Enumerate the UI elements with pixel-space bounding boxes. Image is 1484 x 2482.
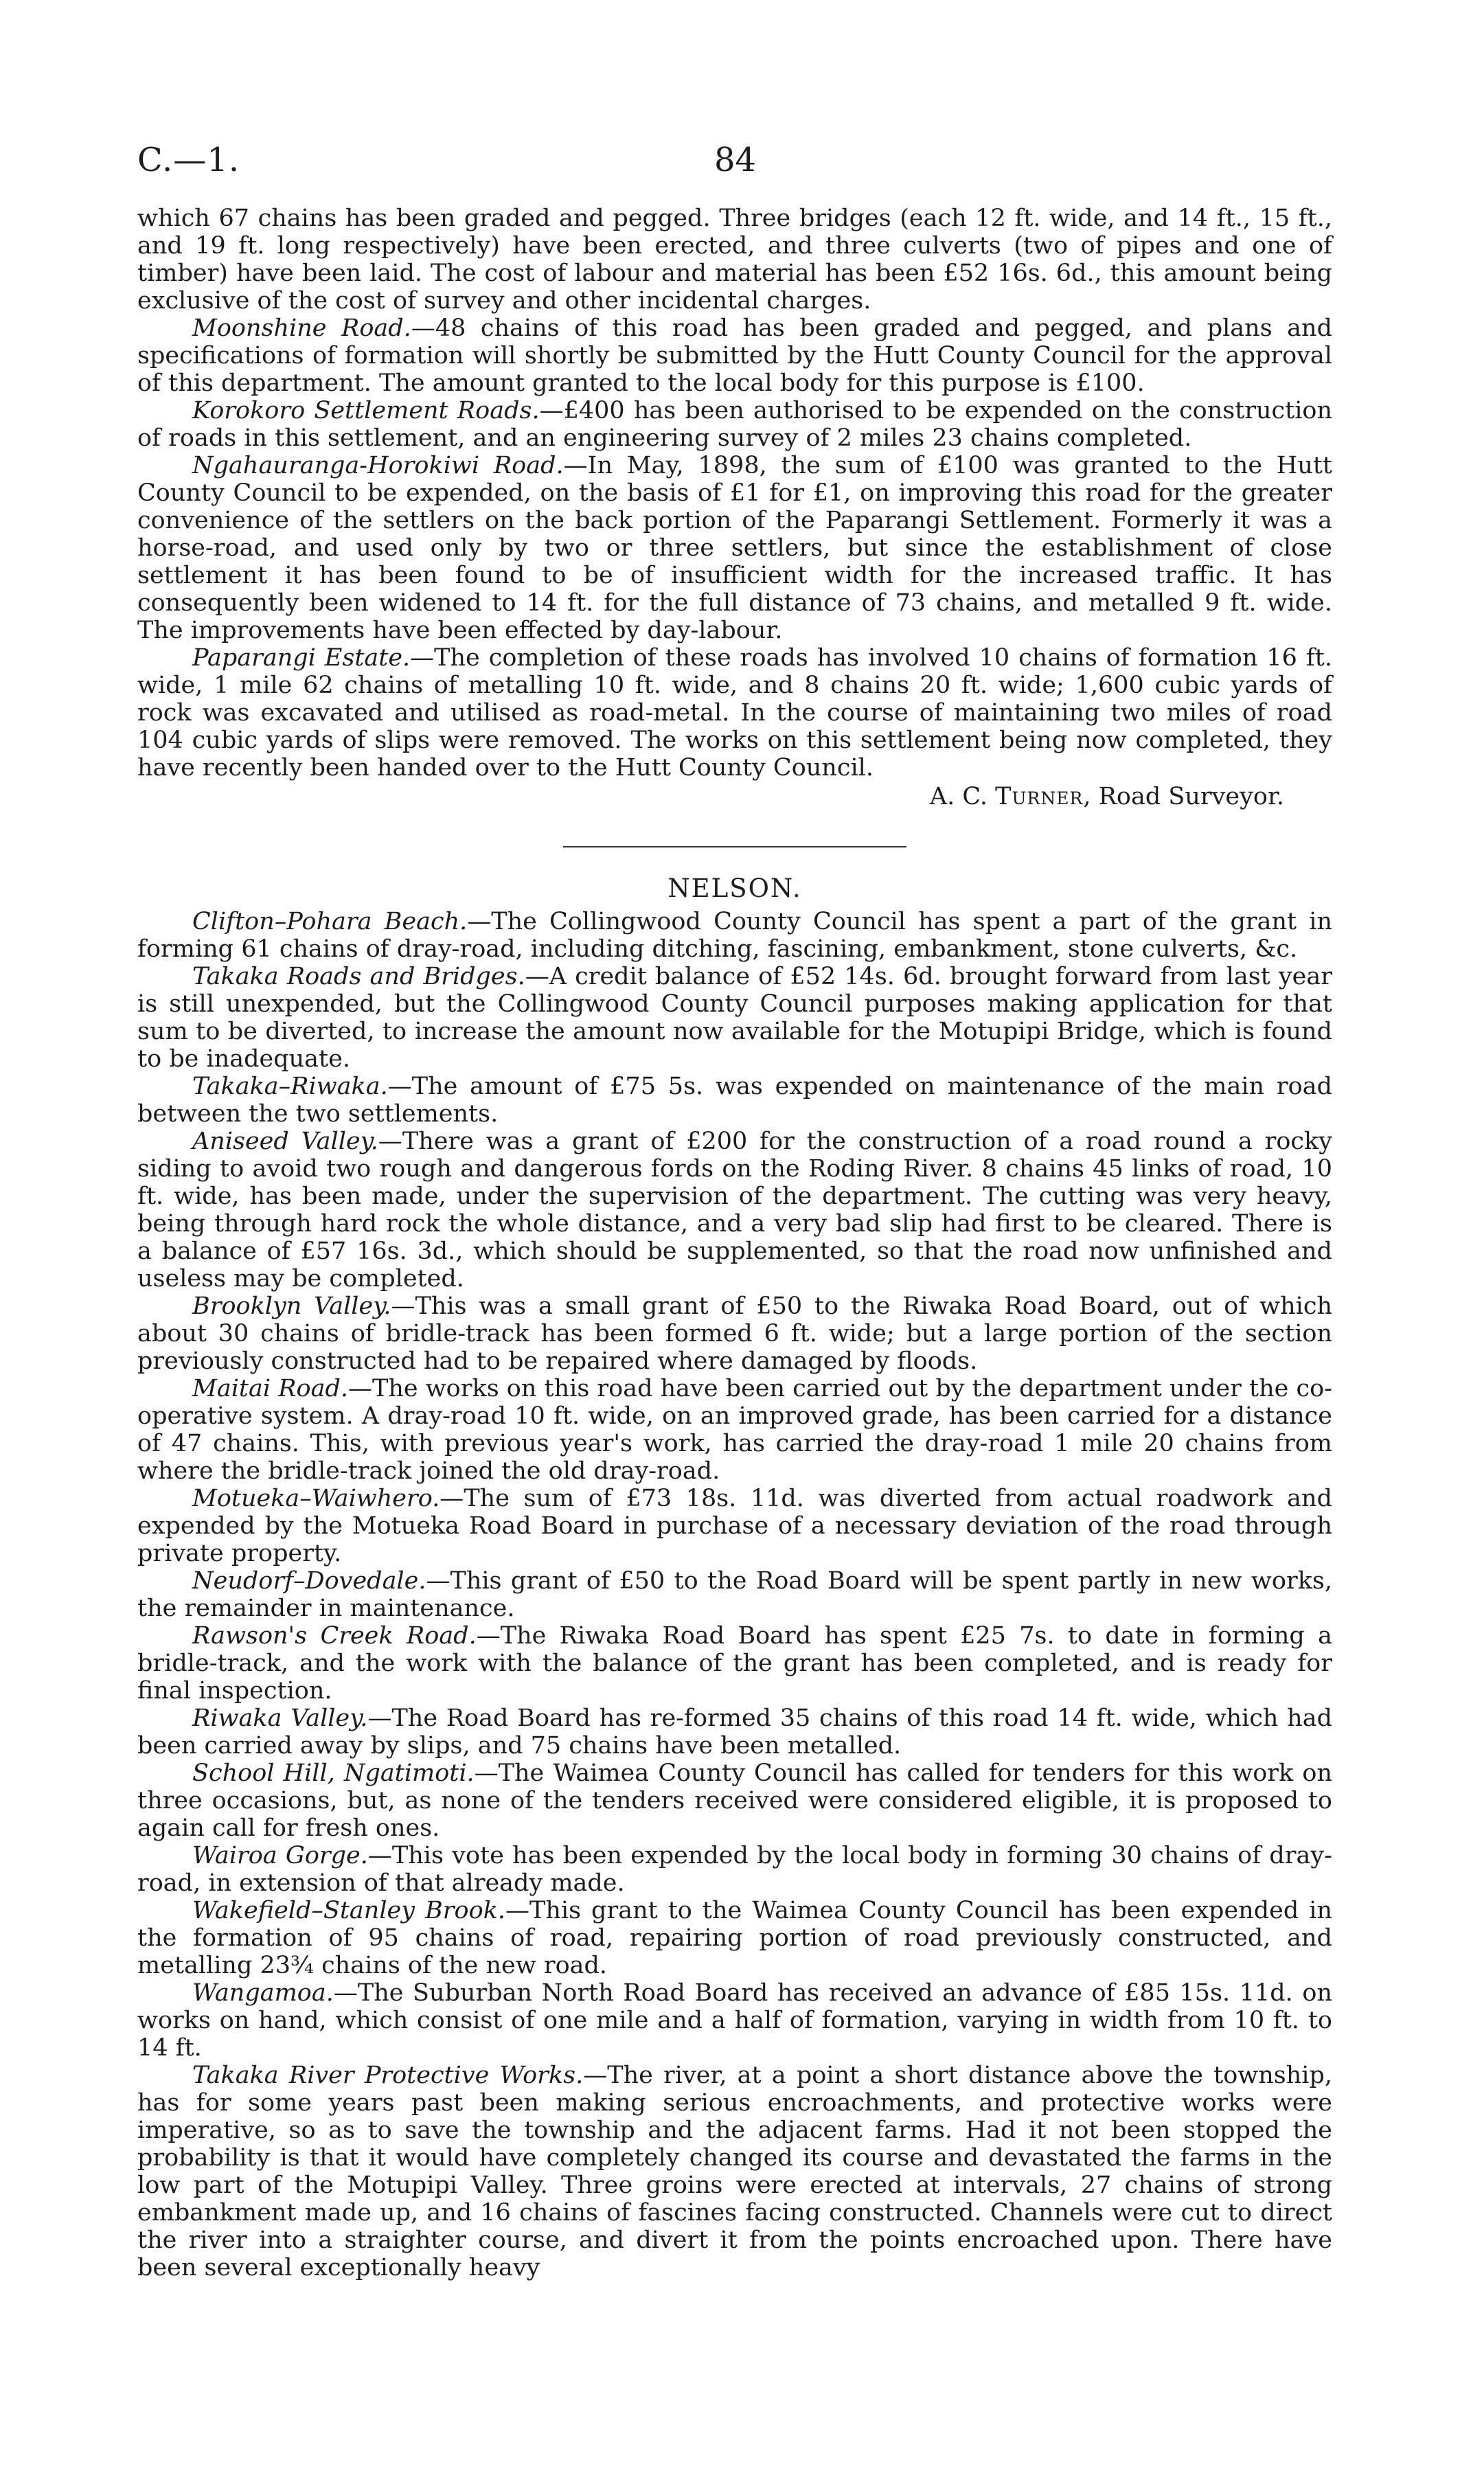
- page-number: 84: [714, 141, 757, 179]
- paragraph-moonshine-road: [137, 315, 1332, 397]
- continued-paragraph: which 67 chains has been graded and pegged. Three bridges (each 12 ft. wide, and 14 ft., 15 ft., and 19 ft. long respectively) have been erected, and three culverts (two of pipes and one of timber) have been laid. The cost of labour and material has been £52 16s. 6d., this amount being exclusive of the cost of survey and other incidental charges.: [137, 205, 1332, 315]
- signature-name: Turner: [995, 783, 1084, 810]
- paragraph-title: Wairoa Gorge.: [192, 1842, 368, 1869]
- paragraph-text: —This grant of £50 to the Road Board will be spent partly in new works, the remainder in maintenance.: [137, 1567, 1332, 1622]
- paragraph-takaka-river-protective-works: [137, 2062, 1332, 2281]
- paragraph-text: —A credit balance of £52 14s. 6d. brought forward from last year is still unexpended, but the Collingwood County Council purposes making application for that sum to be diverted, to increase the amount now available for the Motupipi Bridge, which is found to be inadequate.: [137, 963, 1332, 1073]
- paragraph-text: —48 chains of this road has been graded and pegged, and plans and specifications of formation will shortly be submitted by the Hutt County Council for the approval of this department. The amount granted to the local body for this purpose is £100.: [137, 315, 1332, 397]
- paragraph-text: —This vote has been expended by the local body in forming 30 chains of dray-road, in extension of that already made.: [137, 1842, 1332, 1897]
- paragraph-title: Moonshine Road.: [192, 315, 411, 342]
- paragraph-rawsons-creek-road: [137, 1622, 1332, 1705]
- paragraph-text: —This grant to the Waimea County Council has been expended in the formation of 95 chains of road, repairing portion of road previously constructed, and metalling 23¾ chains of the new road.: [137, 1897, 1333, 1979]
- paragraph-text: —The Road Board has re-formed 35 chains of this road 14 ft. wide, which had been carried away by slips, and 75 chains have been metalled.: [137, 1705, 1332, 1760]
- document-code: C.—1.: [137, 141, 240, 179]
- paragraph-text: —This was a small grant of £50 to the Riwaka Road Board, out of which about 30 chains of bridle-track has been formed 6 ft. wide; but a large portion of the section previously constructed had to be repaired where damaged by floods.: [137, 1293, 1333, 1375]
- paragraph-title: Maitai Road.: [192, 1375, 348, 1402]
- paragraph-title: Aniseed Valley.: [192, 1128, 378, 1155]
- paragraph-maitai-road: [137, 1375, 1332, 1485]
- paragraph-text: —The completion of these roads has involved 10 chains of formation 16 ft. wide, 1 mile 62 chains of metalling 10 ft. wide, and 8 chains 20 ft. wide; 1,600 cubic yards of rock was excavated and utilised as road-metal. In the course of maintaining two miles of road 104 cubic yards of slips were removed. The works on this settlement being now completed, they have recently been handed over to the Hutt County Council.: [137, 644, 1332, 782]
- paragraph-title: Brooklyn Valley.: [192, 1293, 391, 1320]
- paragraph-aniseed-valley: [137, 1128, 1332, 1293]
- paragraph-riwaka-valley: [137, 1705, 1332, 1760]
- paragraph-text: —The sum of £73 18s. 11d. was diverted from actual roadwork and expended by the Motueka Road Board in purchase of a necessary deviation of the road through private property.: [137, 1485, 1332, 1567]
- paragraph-title: Wangamoa.: [192, 1979, 334, 2007]
- paragraph-text: —The Riwaka Road Board has spent £25 7s. to date in forming a bridle-track, and the work with the balance of the grant has been completed, and is ready for final inspection.: [137, 1622, 1332, 1705]
- paragraph-text: —The Suburban North Road Board has received an advance of £85 15s. 11d. on works on hand, which consist of one mile and a half of formation, varying in width from 10 ft. to 14 ft.: [137, 1979, 1332, 2062]
- paragraph-text: —In May, 1898, the sum of £100 was granted to the Hutt County Council to be expended, on the basis of £1 for £1, on improving this road for the greater convenience of the settlers on the back portion of the Paparangi Settlement. Formerly it was a horse-road, and used only by two or three settlers, but since the establishment of close settlement it has been found to be of insufficient width for the increased traffic. It has consequently been widened to 14 ft. for the full distance of 73 chains, and metalled 9 ft. wide. The improvements have been effected by day-labour.: [137, 452, 1333, 644]
- paragraph-takaka-roads-and-bridges: [137, 963, 1332, 1073]
- paragraph-title: Takaka Roads and Bridges.: [192, 963, 525, 990]
- paragraph-wakefield-stanley-brook: [137, 1897, 1332, 1979]
- signature-initials: A. C.: [929, 783, 988, 810]
- paragraph-title: Takaka River Protective Works.: [192, 2062, 584, 2089]
- paragraph-ngahauranga-horokiwi-road: [137, 452, 1332, 644]
- paragraph-motueka-waiwhero: [137, 1485, 1332, 1567]
- paragraph-title: Ngahauranga-Horokiwi Road.: [192, 452, 564, 479]
- signature-line: [137, 783, 1332, 810]
- paragraph-title: Riwaka Valley.: [192, 1705, 368, 1732]
- paragraph-title: School Hill, Ngatimoti.: [192, 1760, 475, 1787]
- paragraph-title: Korokoro Settlement Roads.: [192, 397, 540, 424]
- section-divider: [563, 846, 906, 847]
- paragraph-wangamoa: [137, 1979, 1332, 2062]
- paragraph-takaka-riwaka: [137, 1073, 1332, 1128]
- paragraph-title: Rawson's Creek Road.: [192, 1622, 477, 1650]
- paragraph-text: —£400 has been authorised to be expended on the construction of roads in this settlement, and an engineering survey of 2 miles 23 chains completed.: [137, 397, 1333, 452]
- paragraph-clifton-pohara-beach: [137, 908, 1332, 963]
- page-body: [137, 205, 1332, 2281]
- paragraph-brooklyn-valley: [137, 1293, 1332, 1375]
- section-heading-nelson: NELSON.: [667, 874, 802, 903]
- signature-title: , Road Surveyor.: [1083, 783, 1284, 810]
- paragraph-school-hill-ngatimoti: [137, 1760, 1332, 1842]
- paragraph-korokoro-settlement-roads: [137, 397, 1332, 452]
- paragraph-paparangi-estate: [137, 644, 1332, 782]
- paragraph-neudorf-dovedale: [137, 1567, 1332, 1622]
- paragraph-text: —There was a grant of £200 for the construction of a road round a rocky siding to avoid two rough and dangerous fords on the Roding River. 8 chains 45 links of road, 10 ft. wide, has been made, under the supervision of the department. The cutting was very heavy, being through hard rock the whole distance, and a very bad slip had first to be cleared. There is a balance of £57 16s. 3d., which should be supplemented, so that the road now unfinished and useless may be completed.: [137, 1128, 1332, 1293]
- paragraph-title: Wakefield–Stanley Brook.: [192, 1897, 505, 1924]
- paragraph-title: Clifton–Pohara Beach.: [192, 908, 468, 935]
- paragraph-wairoa-gorge: [137, 1842, 1332, 1897]
- paragraph-text: —The works on this road have been carried out by the department under the co-operative system. A dray-road 10 ft. wide, on an improved grade, has been carried for a distance of 47 chains. This, with previous year's work, has carried the dray-road 1 mile 20 chains from where the bridle-track joined the old dray-road.: [137, 1375, 1332, 1485]
- page-header: [137, 141, 1346, 189]
- paragraph-title: Neudorf–Dovedale.: [192, 1567, 426, 1595]
- paragraph-title: Paparangi Estate.: [192, 644, 411, 672]
- paragraph-text: —The Collingwood County Council has spent a part of the grant in forming 61 chains of dray-road, including ditching, fascining, embankment, stone culverts, &c.: [137, 908, 1332, 963]
- paragraph-title: Takaka–Riwaka.: [192, 1073, 388, 1100]
- paragraph-text: —The river, at a point a short distance above the township, has for some years past been making serious encroachments, and protective works were imperative, so as to save the township and the adjacent farms. Had it not been stopped the probability is that it would have completely changed its course and devastated the farms in the low part of the Motupipi Valley. Three groins were erected at intervals, 27 chains of strong embankment made up, and 16 chains of fascines facing constructed. Channels were cut to direct the river into a straighter course, and divert it from the points encroached upon. There have been several exceptionally heavy: [137, 2062, 1332, 2281]
- paragraph-title: Motueka–Waiwhero.: [192, 1485, 440, 1512]
- paragraph-text: —The Waimea County Council has called for tenders for this work on three occasions, but, as none of the tenders received were considered eligible, it is proposed to again call for fresh ones.: [137, 1760, 1332, 1842]
- paragraph-text: —The amount of £75 5s. was expended on maintenance of the main road between the two settlements.: [137, 1073, 1332, 1128]
